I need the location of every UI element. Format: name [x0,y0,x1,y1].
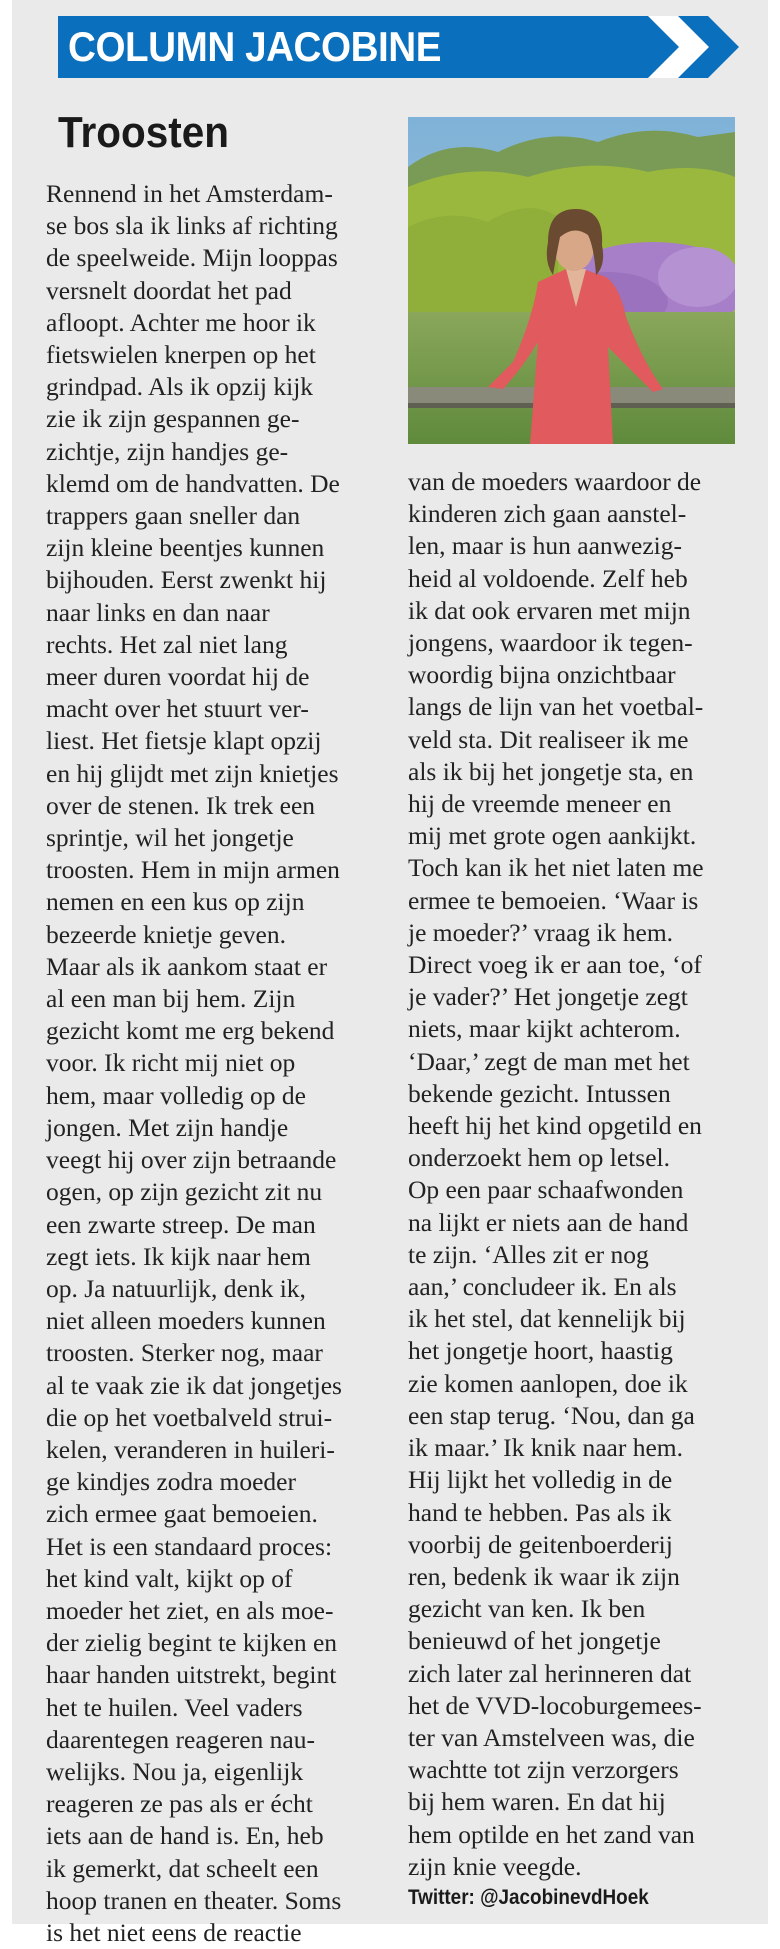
body-line: die op het voetbalveld strui- [46,1402,333,1432]
body-line: kelen, veranderen in huileri- [46,1434,335,1464]
body-line: ter van Amstelveen was, die [408,1722,695,1752]
body-line: Maar als ik aankom staat er [46,951,328,981]
body-line: woordig bijna onzichtbaar [408,660,676,690]
body-line: hem optilde en het zand van [408,1819,695,1849]
body-line: zegt iets. Ik kijk naar hem [46,1241,311,1271]
body-line: bekende gezicht. Intussen [408,1078,671,1108]
body-line: het jongetje hoort, haastig [408,1336,673,1366]
body-line: aan,’ concludeer ik. En als [408,1272,677,1302]
body-line: ogen, op zijn gezicht zit nu [46,1177,323,1207]
body-line: troosten. Sterker nog, maar [46,1338,323,1368]
banner-bar [58,16,648,78]
body-line: klemd om de handvatten. De [46,468,340,498]
body-line: ‘Daar,’ zegt de man met het [408,1046,690,1076]
body-line: grindpad. Als ik opzij kijk [46,372,314,402]
body-line: ik dat ook ervaren met mijn [408,595,691,625]
body-line: veegt hij over zijn betraande [46,1145,337,1175]
author-photo [408,117,735,444]
body-line: sprintje, wil het jongetje [46,823,294,853]
body-line: veld sta. Dit realiseer ik me [408,724,689,754]
body-line: trappers gaan sneller dan [46,501,301,531]
body-line: der zielig begint te kijken en [46,1628,338,1658]
article-headline: Troosten [58,108,229,157]
body-line: op. Ja natuurlijk, denk ik, [46,1273,306,1303]
body-line: versnelt doordat het pad [46,275,292,305]
body-line: heid al voldoende. Zelf heb [408,563,688,593]
body-line: kinderen zich gaan aanstel- [408,499,687,529]
body-line: heeft hij het kind opgetild en [408,1111,702,1141]
body-line: van de moeders waardoor de [408,467,702,496]
body-line: len, maar is hun aanwezig- [408,531,683,561]
body-line: al een man bij hem. Zijn [46,984,296,1014]
body-line: onderzoekt hem op letsel. [408,1143,670,1173]
body-line: welijks. Nou ja, eigenlijk [46,1756,304,1786]
body-line: reageren ze pas als er écht [46,1789,313,1819]
body-line: zichtje, zijn handjes ge- [46,436,289,466]
body-line: jongens, waardoor ik tegen- [408,628,693,658]
body-line: iets aan de hand is. En, heb [46,1821,324,1851]
article-column-left [46,178,391,1949]
body-line: als ik bij het jongetje sta, en [408,756,694,786]
body-line: benieuwd of het jongetje [408,1626,661,1656]
body-line: macht over het stuurt ver- [46,694,309,724]
body-line: nemen en een kus op zijn [46,887,305,917]
body-line: moeder het ziet, en als moe- [46,1595,334,1625]
body-line: een stap terug. ‘Nou, dan ga [408,1400,695,1430]
body-line: hoop tranen en theater. Soms [46,1885,342,1915]
double-chevron-right-icon [646,16,748,78]
body-line: daarentegen reageren nau- [46,1724,315,1754]
body-line: ik maar.’ Ik knik naar hem. [408,1433,683,1463]
body-line: je vader?’ Het jongetje zegt [408,982,688,1012]
body-line: langs de lijn van het voetbal- [408,692,704,722]
body-line: een zwarte streep. De man [46,1209,316,1239]
body-line: zich ermee gaat bemoeien. [46,1499,318,1529]
body-line: ge kindjes zodra moeder [46,1467,296,1497]
body-line: Hij lijkt het volledig in de [408,1465,673,1495]
body-line: fietswielen knerpen op het [46,340,316,370]
author-twitter-handle: Twitter: @JacobinevdHoek [408,1885,649,1909]
body-line: niets, maar kijkt achterom. [408,1014,681,1044]
body-line: wachtte tot zijn verzorgers [408,1755,679,1785]
body-line: bijhouden. Eerst zwenkt hij [46,565,327,595]
body-line: zie ik zijn gespannen ge- [46,404,300,434]
body-line: mij met grote ogen aankijkt. [408,821,697,851]
column-banner [58,16,748,78]
photo-illustration [408,117,735,444]
body-line: de speelweide. Mijn looppas [46,243,338,273]
body-line: ik het stel, dat kennelijk bij [408,1304,686,1334]
body-line: zie komen aanlopen, doe ik [408,1368,688,1398]
body-line: ermee te bemoeien. ‘Waar is [408,885,699,915]
body-line: hem, maar volledig op de [46,1080,306,1110]
body-line: troosten. Hem in mijn armen [46,855,340,885]
body-line: het kind valt, kijkt op of [46,1563,293,1593]
article-column-right [408,466,753,1913]
body-line: afloopt. Achter me hoor ik [46,307,316,337]
body-line: over de stenen. Ik trek een [46,790,316,820]
body-line: gezicht komt me erg bekend [46,1016,335,1046]
body-line: zijn kleine beentjes kunnen [46,533,325,563]
body-line: te zijn. ‘Alles zit er nog [408,1239,649,1269]
body-line: bezeerde knietje geven. [46,919,286,949]
body-line: zijn knie veegde. [408,1851,582,1881]
body-line: naar links en dan naar [46,597,270,627]
body-line: ren, bedenk ik waar ik zijn [408,1561,680,1591]
body-line: rechts. Het zal niet lang [46,629,288,659]
body-line: hij de vreemde meneer en [408,789,672,819]
body-line: het te huilen. Veel vaders [46,1692,303,1722]
body-line: Het is een standaard proces: [46,1531,333,1561]
newspaper-page [12,0,768,1947]
body-line: Direct voeg ik er aan toe, ‘of [408,950,702,980]
body-line: is het niet eens de reactie [46,1917,302,1947]
body-line: na lijkt er niets aan de hand [408,1207,689,1237]
body-line: se bos sla ik links af richting [46,211,338,241]
body-line: je moeder?’ vraag ik hem. [408,917,674,947]
body-line: voorbij de geitenboerderij [408,1529,673,1559]
body-line: al te vaak zie ik dat jongetjes [46,1370,342,1400]
body-line: hand te hebben. Pas als ik [408,1497,672,1527]
body-line: haar handen uitstrekt, begint [46,1660,337,1690]
body-line: jongen. Met zijn handje [46,1112,289,1142]
body-line: voor. Ik richt mij niet op [46,1048,296,1078]
body-line: bij hem waren. En dat hij [408,1787,666,1817]
column-title: COLUMN JACOBINE [68,23,442,70]
body-line: Rennend in het Amsterdam- [46,179,333,208]
body-line: zich later zal herinneren dat [408,1658,692,1688]
body-line: het de VVD-locoburgemees- [408,1690,702,1720]
body-line: en hij glijdt met zijn knietjes [46,758,339,788]
body-line: gezicht van ken. Ik ben [408,1594,646,1624]
body-line: liest. Het fietsje klapt opzij [46,726,322,756]
body-line: niet alleen moeders kunnen [46,1306,326,1336]
body-line: Op een paar schaafwonden [408,1175,684,1205]
body-line: meer duren voordat hij de [46,662,310,692]
body-line: Toch kan ik het niet laten me [408,853,704,883]
body-line: ik gemerkt, dat scheelt een [46,1853,319,1883]
